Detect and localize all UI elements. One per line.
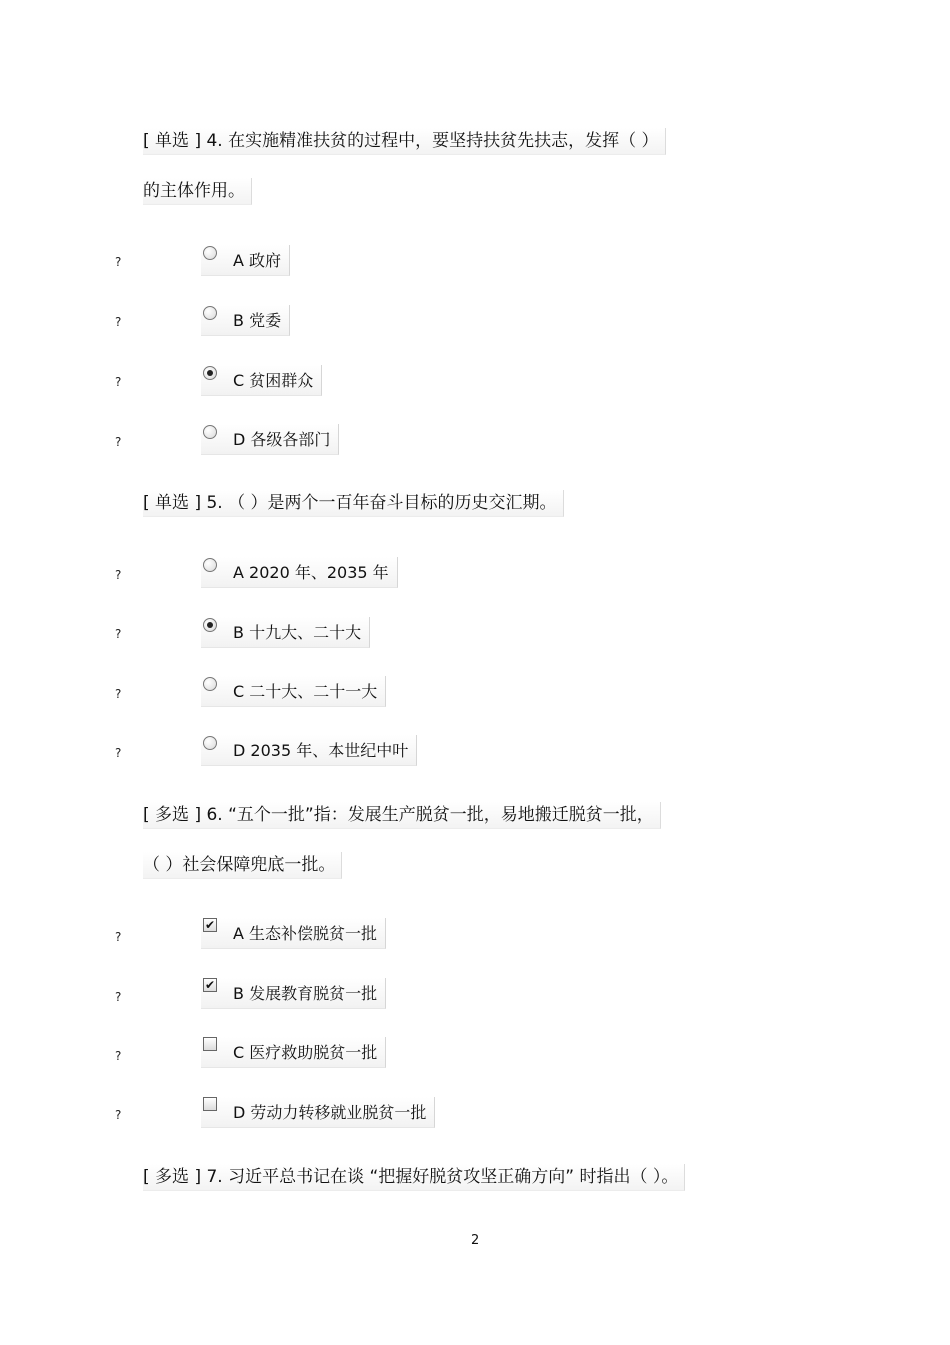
radio-icon[interactable] <box>203 246 217 260</box>
option-label: D 劳动力转移就业脱贫一批 <box>233 1103 427 1122</box>
option-label: C 医疗救助脱贫一批 <box>233 1043 378 1062</box>
question-5-text-line1: [ 单选 ] 5. （ ）是两个一百年奋斗目标的历史交汇期。 <box>143 490 564 517</box>
option-label: B 党委 <box>233 311 282 330</box>
q4-option-b[interactable] <box>201 305 290 336</box>
q6-option-d[interactable] <box>201 1097 435 1128</box>
q6-option-b[interactable] <box>201 978 386 1009</box>
q6-option-c[interactable] <box>201 1037 386 1068</box>
option-marker: ? <box>115 375 122 389</box>
option-marker: ? <box>115 568 122 582</box>
checkbox-icon[interactable] <box>203 1097 217 1111</box>
checkbox-checked-icon[interactable]: ✔ <box>204 918 216 932</box>
option-label: C 二十大、二十一大 <box>233 682 378 701</box>
q5-option-d[interactable] <box>201 735 417 766</box>
question-7-text-line1: [ 多选 ] 7. 习近平总书记在谈 “把握好脱贫攻坚正确方向” 时指出（ ）。 <box>143 1164 685 1191</box>
radio-icon[interactable] <box>203 736 217 750</box>
radio-icon[interactable] <box>203 306 217 320</box>
radio-icon[interactable] <box>203 677 217 691</box>
option-label: D 2035 年、本世纪中叶 <box>233 741 409 760</box>
option-marker: ? <box>115 687 122 701</box>
radio-selected-icon[interactable] <box>203 618 217 632</box>
question-6-text-line2: （ ）社会保障兜底一批。 <box>143 852 342 879</box>
question-4-text-line1: [ 单选 ] 4. 在实施精准扶贫的过程中，要坚持扶贫先扶志，发挥（ ） <box>143 128 666 155</box>
option-marker: ? <box>115 315 122 329</box>
option-label: A 政府 <box>233 251 282 270</box>
option-marker: ? <box>115 930 122 944</box>
radio-icon[interactable] <box>203 425 217 439</box>
option-label: A 生态补偿脱贫一批 <box>233 924 378 943</box>
q6-option-a[interactable] <box>201 918 386 949</box>
q5-option-b[interactable] <box>201 617 370 648</box>
option-label: A 2020 年、2035 年 <box>233 563 389 582</box>
checkbox-checked-icon[interactable]: ✔ <box>204 978 216 992</box>
option-marker: ? <box>115 1108 122 1122</box>
checkbox-icon[interactable] <box>203 1037 217 1051</box>
option-marker: ? <box>115 435 122 449</box>
option-label: C 贫困群众 <box>233 371 314 390</box>
radio-icon[interactable] <box>203 558 217 572</box>
page-number: 2 <box>471 1233 480 1248</box>
question-6-text-line1: [ 多选 ] 6. “五个一批”指：发展生产脱贫一批，易地搬迁脱贫一批， <box>143 802 661 829</box>
option-label: B 发展教育脱贫一批 <box>233 984 378 1003</box>
q5-option-c[interactable] <box>201 676 386 707</box>
radio-selected-icon[interactable] <box>203 366 217 380</box>
q4-option-c[interactable] <box>201 365 322 396</box>
option-marker: ? <box>115 627 122 641</box>
option-label: D 各级各部门 <box>233 430 331 449</box>
option-label: B 十九大、二十大 <box>233 623 362 642</box>
q4-option-a[interactable] <box>201 245 290 276</box>
option-marker: ? <box>115 1049 122 1063</box>
option-marker: ? <box>115 990 122 1004</box>
q4-option-d[interactable] <box>201 424 339 455</box>
option-marker: ? <box>115 746 122 760</box>
question-4-text-line2: 的主体作用。 <box>143 178 252 205</box>
q5-option-a[interactable] <box>201 557 398 588</box>
option-marker: ? <box>115 255 122 269</box>
